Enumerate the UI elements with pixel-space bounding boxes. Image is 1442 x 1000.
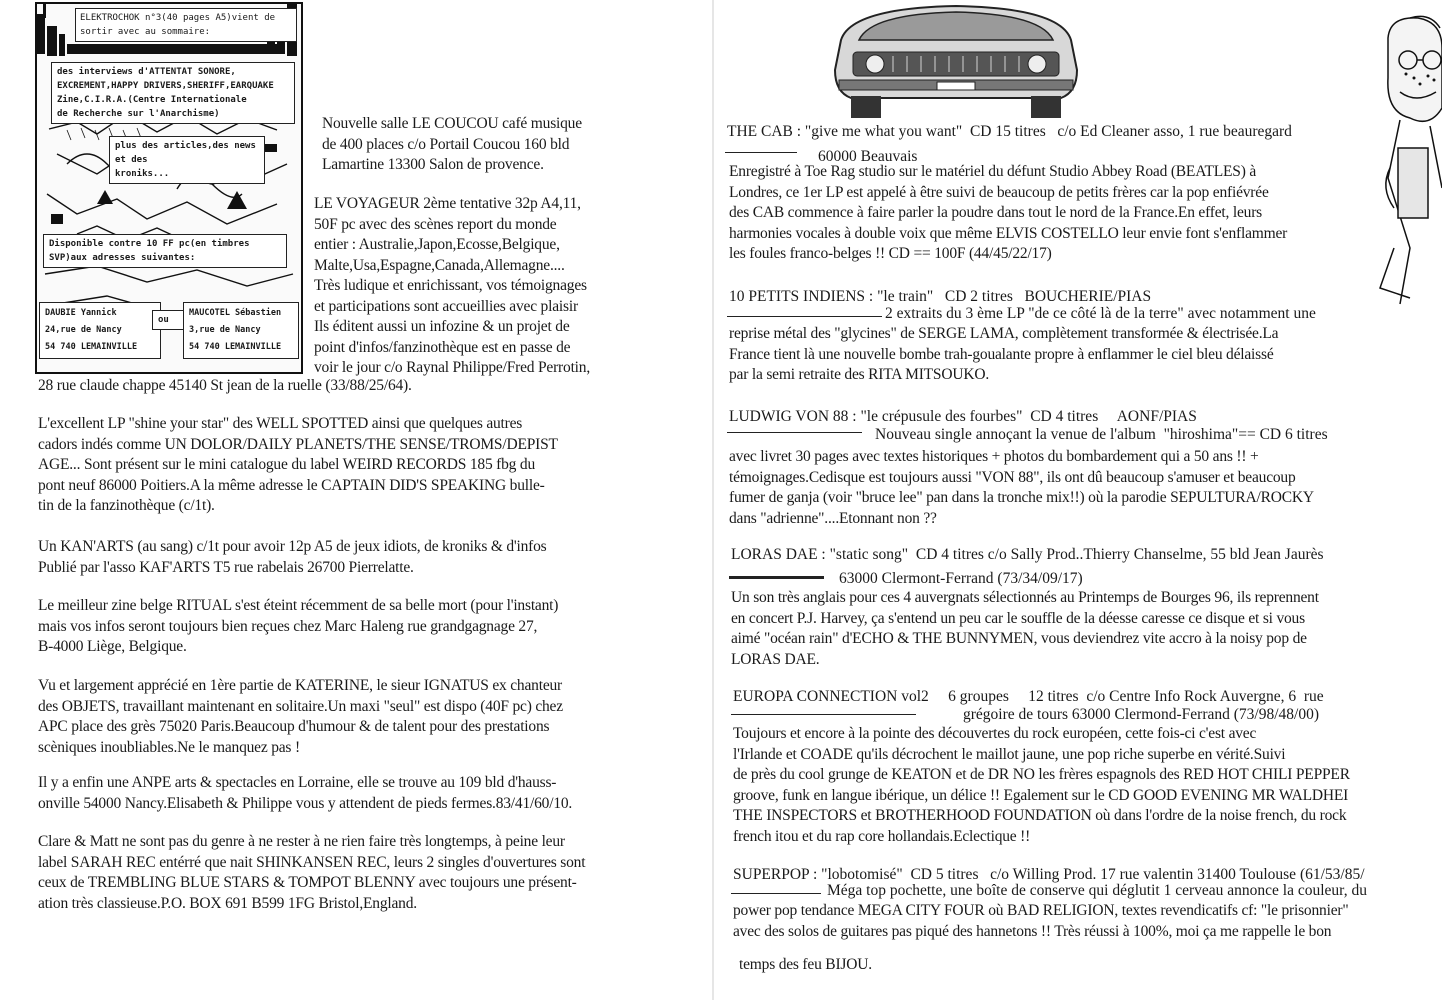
review-body-superpop-end: temps des feu BIJOU.: [739, 956, 872, 973]
review-heading-europa-connection: EUROPA CONNECTION vol2 6 groupes 12 titres c/o Centre Info Rock Auvergne, 6 rue: [733, 688, 1324, 705]
flyer-price-line: SVP)aux adresses suivantes:: [49, 253, 196, 263]
coucou-paragraph: Nouvelle salle LE COUCOU café musique de 400 places c/o Portail Coucou 160 bld Lamartine 13300 Salon de provence.: [322, 115, 582, 173]
car-illustration: [831, 0, 1081, 122]
review-heading-ludwig-von-88: LUDWIG VON 88 : "le crépusule des fourbes" CD 4 titres AONF/PIAS: [729, 408, 1197, 425]
review-heading-loras-dae: LORAS DAE : "static song" CD 4 titres c/o Sally Prod..Thierry Chanselme, 55 bld Jean Jaurès: [731, 546, 1324, 563]
flyer-extras-box: [109, 136, 265, 184]
address-line: 54 740 LEMAINVILLE: [45, 342, 138, 352]
review-heading-the-cab: THE CAB : "give me what you want" CD 15 titres c/o Ed Cleaner asso, 1 rue beauregard: [727, 123, 1292, 140]
flyer-header: [75, 8, 297, 42]
review-heading-superpop: SUPERPOP : "lobotomisé" CD 5 titres c/o Willing Prod. 17 rue valentin 31400 Toulouse (61/53/85/: [733, 866, 1365, 883]
voyageur-paragraph: LE VOYAGEUR 2ème tentative 32p A4,11, 50F pc avec des scènes report du monde entier : Australie,Japon,Ecosse,Belgique, Malte,Usa,Espagne,Canada,Allemagne.... Très ludique et enrichissant, vos témoignages et participations sont accueillies avec plaisir Ils éditent aussi un infozine & un projet de point d'infos/fanzinothèque est en passe de voir le jour c/o Raynal Philippe/Fred Perrotin,: [314, 195, 591, 376]
review-underline: [729, 576, 824, 579]
flyer-address-1: [39, 302, 161, 359]
flyer-price-line: Disponible contre 10 FF pc(en timbres: [49, 239, 250, 249]
review-body-superpop: power pop tendance MEGA CITY FOUR où BAD RELIGION, textes revendicatifs cf: "le prisonnier" avec des solos de guitares pas piqué des hannetons !! Très réussi à 100%, moi ça me rappelle le bon: [733, 902, 1349, 940]
review-underline: [731, 714, 916, 715]
review-subline: Méga top pochette, une boîte de conserve qui déglutit 1 cerveau annonce la couleur, du: [827, 882, 1367, 899]
review-heading-10-petits-indiens: 10 PETITS INDIENS : "le train" CD 2 titres BOUCHERIE/PIAS: [729, 288, 1152, 305]
elektrochok-flyer: [35, 2, 303, 374]
review-underline: [731, 893, 821, 894]
review-underline: [727, 316, 882, 317]
review-underline: [725, 152, 797, 153]
page-gutter: [712, 0, 714, 1000]
ignatus-paragraph: Vu et largement apprécié en 1ère partie de KATERINE, le sieur IGNATUS ex chanteur des OBJETS, travaillant maintenant en solitaire.Un maxi "seul" est dispo (40F pc) chez APC place des grès 75020 Paris.Beaucoup d'humour & de talent pour des prestations scèniques inoubliables.Ne le manquez pas !: [38, 677, 563, 756]
review-subline: grégoire de tours 63000 Clermond-Ferrand (73/98/48/00): [963, 706, 1319, 723]
flyer-contents-line: des interviews d'ATTENTAT SONORE,: [57, 67, 236, 77]
voyageur-paragraph-end: 28 rue claude chappe 45140 St jean de la ruelle (33/88/25/64).: [38, 377, 412, 394]
address-line: 54 740 LEMAINVILLE: [189, 342, 282, 352]
review-subline: Nouveau single annoçant la venue de l'album "hiroshima"== CD 6 titres: [875, 426, 1328, 443]
review-body-the-cab: Enregistré à Toe Rag studio sur le matériel du défunt Studio Abbey Road (BEATLES) à Londres, ce 1er LP est appelé à être suivi de beaucoup de petits frères car la pop enfiévrée des CAB commence à faire parler la poudre dans tout le nord de la France.En effet, leurs harmonies vocales à double voix que même ELVIS COSTELLO leur envie font s'enflammer les foules franco-belges !! CD == 100F (44/45/22/17): [729, 163, 1288, 262]
sarah-rec-paragraph: Clare & Matt ne sont pas du genre à ne rester à ne rien faire très longtemps, à peine leur label SARAH REC entérré que nait SHINKANSEN REC, leurs 2 singles d'ouvertures sont ceux de TREMBLING BLUE STARS & TOMPOT BLENNY avec toujours une présent- ation très classieuse.P.O. BOX 691 B599 1FG Bristol,England.: [38, 833, 586, 912]
flyer-contents-box: [51, 62, 295, 124]
review-body-loras-dae: Un son très anglais pour ces 4 auvergnats sélectionnés au Printemps de Bourges 96, ils reprennent en concert P.J. Harvey, ça s'entend un peu car le souffle de la déesse caresse ce disque et si vous aimé "océan rain" d'ECHO & THE BUNNYMEN, vous deviendrez vite accro à la noisy pop de LORAS DAE.: [731, 589, 1319, 668]
ritual-paragraph: Le meilleur zine belge RITUAL s'est éteint récemment de sa belle mort (pour l'instant) mais vos infos seront toujours bien reçues chez Marc Haleng rue grandgagnage 27, B-4000 Liège, Belgique.: [38, 597, 559, 655]
review-body-10-petits-indiens: reprise métal des "glycines" de SERGE LAMA, complètement transformée & électrisée.La France tient là une nouvelle bombe trah-goualante propre à enflammer le ciel bleu délaissé par la semi retraite des RITA MITSOUKO.: [729, 325, 1279, 383]
review-body-europa-connection: Toujours et encore à la pointe des découvertes du rock européen, cette fois-ci c'est avec l'Irlande et COADE qu'ils décrochent le maillot jaune, une pop riche superbe en vérité.Suivi de près du cool grunge de KEATON et de DR NO les frères espagnols des RED HOT CHILI PEPPER groove, funk en langue ibérique, un délice !! Egalement sur le CD GOOD EVENING MR WALDHEI THE INSPECTORS et BROTHERHOOD FOUNDATION où dans l'ordre de la noise french, du rock french itou et du rap core hollandais.Eclectique !!: [733, 725, 1350, 845]
review-subline: 2 extraits du 3 ème LP "de ce côté là de la terre" avec notamment une: [885, 305, 1316, 322]
review-body-ludwig-von-88: avec livret 30 pages avec textes historiques + photos du bombardement qui a 50 ans !! + témoignages.Cedisque est toujours aussi "VON 88", ils ont dû beaucoup s'amuser et beaucoup fumer de ganja (voir "bruce lee" pan dans la tronche mix!!) où la parodie SEPULTURA/ROCKY dans "adrienne"....Etonnant non ??: [729, 448, 1314, 527]
address-line: MAUCOTEL Sébastien: [189, 308, 282, 318]
review-subline: 63000 Clermont-Ferrand (73/34/09/17): [839, 570, 1083, 587]
anpe-paragraph: Il y a enfin une ANPE arts & spectacles en Lorraine, elle se trouve au 109 bld d'hauss- onville 54000 Nancy.Elisabeth & Philippe vous y attendent de pieds fermes.83/41/60/10.: [38, 774, 573, 812]
flyer-contents-line: Zine,C.I.R.A.(Centre Internationale: [57, 95, 247, 105]
flyer-contents-line: de Recherche sur l'Anarchisme): [57, 109, 220, 119]
flyer-or-label: ou: [152, 310, 184, 330]
review-underline: [727, 432, 862, 433]
well-spotted-paragraph: L'excellent LP "shine your star" des WELL SPOTTED ainsi que quelques autres cadors indés comme UN DOLOR/DAILY PLANETS/THE SENSE/TROMS/DEPIST AGE... Sont présent sur le mini catalogue du label WEIRD RECORDS 185 fbg du pont neuf 86000 Poitiers.A la même adresse le CAPTAIN DID'S SPEAKING bulle- tin de la fanzinothèque (c/1t).: [38, 415, 558, 514]
flyer-contents-line: EXCREMENT,HAPPY DRIVERS,SHERIFF,EARQUAKE: [57, 81, 274, 91]
address-line: 3,rue de Nancy: [189, 325, 261, 335]
flyer-address-2: [183, 302, 299, 359]
flyer-extras-line: kroniks...: [115, 169, 170, 179]
flyer-price-box: [43, 234, 287, 268]
flyer-header-line: ELEKTROCHOK n°3(40 pages A5)vient de: [80, 13, 276, 23]
left-page: [0, 0, 715, 1000]
review-subline: 60000 Beauvais: [818, 148, 918, 165]
flyer-header-line: sortir avec au sommaire:: [80, 27, 211, 37]
address-line: DAUBIE Yannick: [45, 308, 117, 318]
kanarts-paragraph: Un KAN'ARTS (au sang) c/1t pour avoir 12p A5 de jeux idiots, de kroniks & d'infos Publié par l'asso KAF'ARTS T5 rue rabelais 26700 Pierrelatte.: [38, 538, 547, 576]
flyer-extras-line: plus des articles,des news et des: [115, 141, 256, 165]
right-page: [715, 0, 1442, 1000]
address-line: 24,rue de Nancy: [45, 325, 122, 335]
